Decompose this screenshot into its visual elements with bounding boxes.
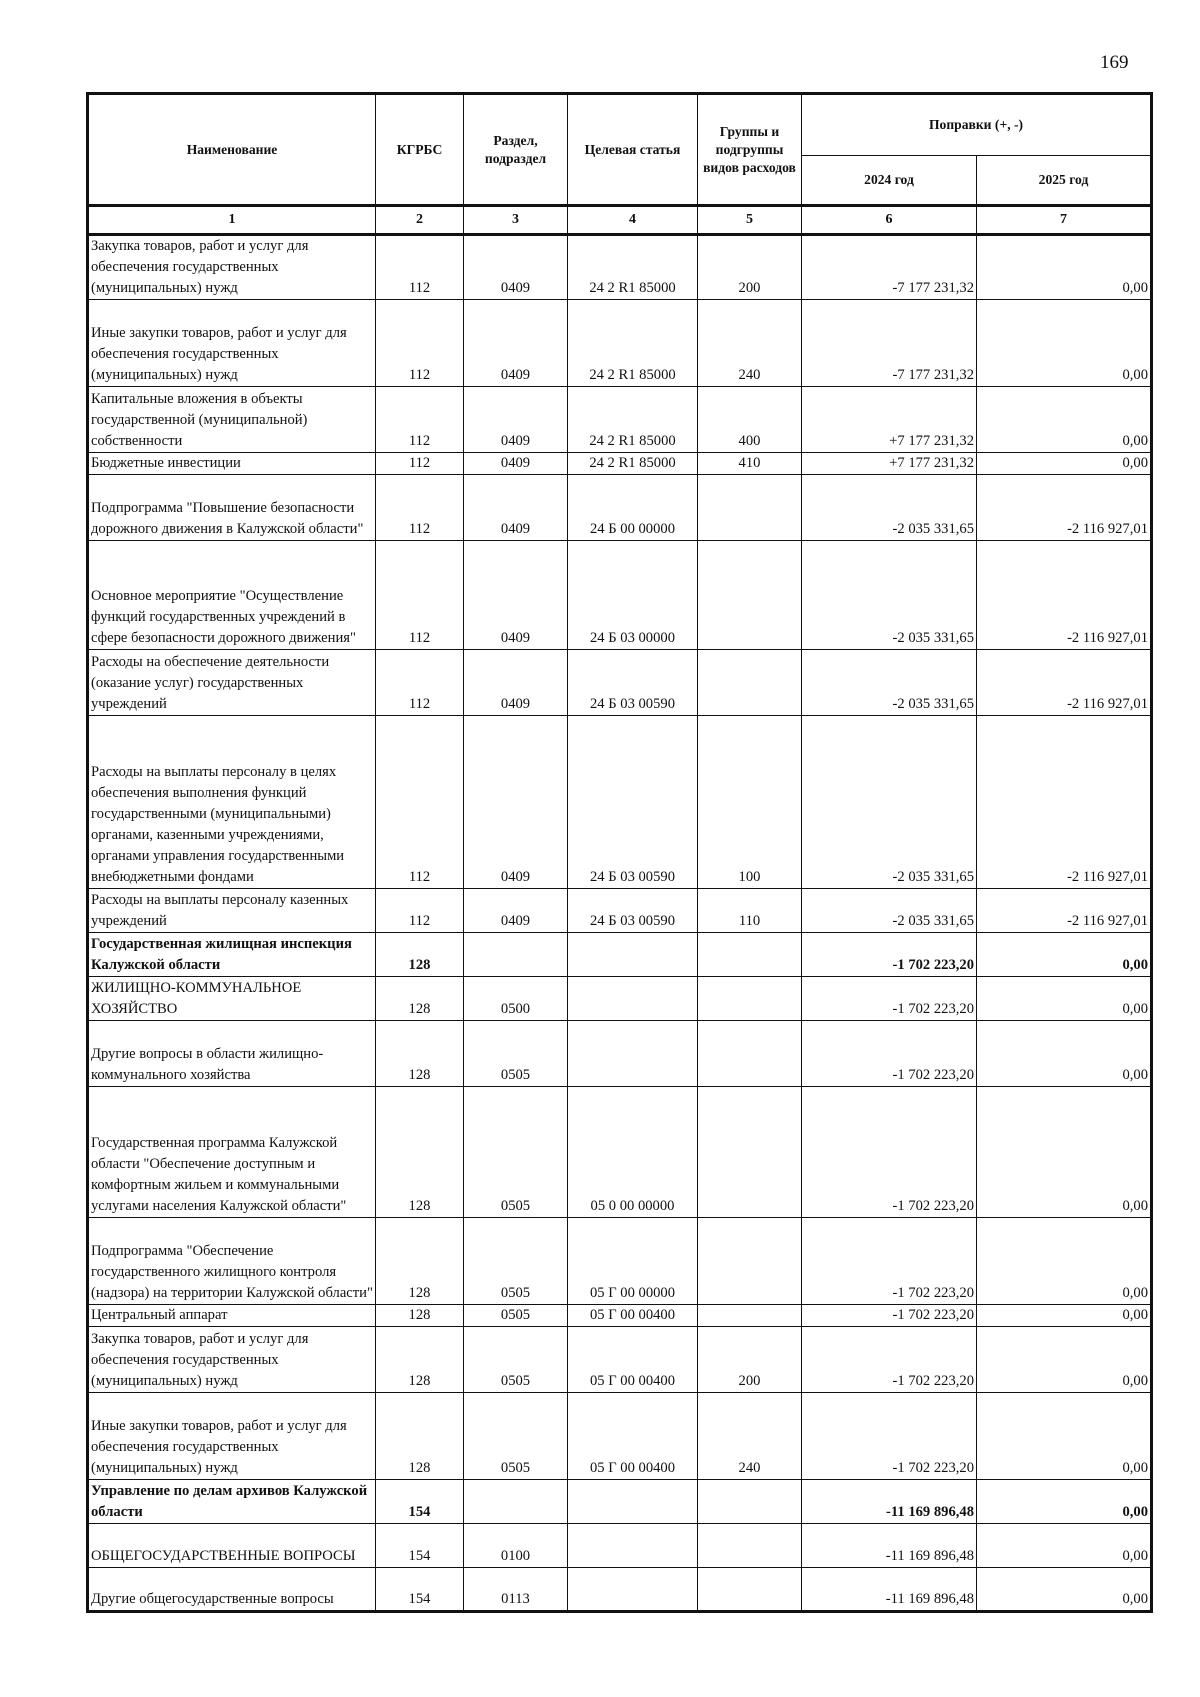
row-target: 24 Б 00 00000 (568, 475, 698, 541)
table-row (88, 235, 1152, 300)
row-section: 0409 (464, 387, 568, 453)
row-group: 100 (698, 716, 802, 889)
header-target: Целевая статья (568, 94, 698, 206)
row-section: 0505 (464, 1305, 568, 1327)
row-target (568, 977, 698, 1021)
row-section: 0409 (464, 453, 568, 475)
row-group: 410 (698, 453, 802, 475)
row-kgrbs: 154 (376, 1480, 464, 1524)
row-name: Подпрограмма "Обеспечение государственного жилищного контроля (надзора) на территории Калужской области" (88, 1218, 376, 1305)
col-number: 6 (802, 206, 977, 235)
header-year-2025: 2025 год (977, 156, 1152, 206)
header-section: Раздел, подраздел (464, 94, 568, 206)
row-name: Другие вопросы в области жилищно-коммунального хозяйства (88, 1021, 376, 1087)
row-amount-2024: -7 177 231,32 (802, 235, 977, 300)
row-kgrbs: 112 (376, 541, 464, 650)
row-section: 0505 (464, 1087, 568, 1218)
row-amount-2025: 0,00 (977, 933, 1152, 977)
row-name: ЖИЛИЩНО-КОММУНАЛЬНОЕ ХОЗЯЙСТВО (88, 977, 376, 1021)
row-target: 24 Б 03 00000 (568, 541, 698, 650)
row-kgrbs: 128 (376, 977, 464, 1021)
row-name: Иные закупки товаров, работ и услуг для обеспечения государственных (муниципальных) нужд (88, 300, 376, 387)
row-target (568, 1480, 698, 1524)
row-kgrbs: 112 (376, 889, 464, 933)
row-amount-2024: -7 177 231,32 (802, 300, 977, 387)
row-section: 0409 (464, 235, 568, 300)
row-name: Иные закупки товаров, работ и услуг для обеспечения государственных (муниципальных) нужд (88, 1393, 376, 1480)
header-year-2024: 2024 год (802, 156, 977, 206)
table-body (88, 235, 1152, 1612)
row-amount-2024: -1 702 223,20 (802, 1218, 977, 1305)
row-group (698, 1021, 802, 1087)
row-kgrbs: 112 (376, 453, 464, 475)
row-section: 0505 (464, 1393, 568, 1480)
col-number: 4 (568, 206, 698, 235)
row-target (568, 1568, 698, 1612)
row-target: 05 0 00 00000 (568, 1087, 698, 1218)
row-name: Бюджетные инвестиции (88, 453, 376, 475)
row-amount-2024: -11 169 896,48 (802, 1524, 977, 1568)
table-row (88, 453, 1152, 475)
row-group: 400 (698, 387, 802, 453)
row-name: Капитальные вложения в объекты государственной (муниципальной) собственности (88, 387, 376, 453)
row-target: 24 Б 03 00590 (568, 650, 698, 716)
row-amount-2025: 0,00 (977, 1087, 1152, 1218)
row-group (698, 475, 802, 541)
row-amount-2025: -2 116 927,01 (977, 889, 1152, 933)
row-group (698, 1568, 802, 1612)
row-kgrbs: 128 (376, 1393, 464, 1480)
table-row (88, 933, 1152, 977)
col-number: 3 (464, 206, 568, 235)
row-amount-2024: -2 035 331,65 (802, 716, 977, 889)
row-amount-2025: 0,00 (977, 1568, 1152, 1612)
row-group (698, 1087, 802, 1218)
row-amount-2025: 0,00 (977, 1021, 1152, 1087)
row-section: 0409 (464, 541, 568, 650)
row-kgrbs: 128 (376, 1218, 464, 1305)
row-amount-2024: -1 702 223,20 (802, 1305, 977, 1327)
row-amount-2025: 0,00 (977, 453, 1152, 475)
row-kgrbs: 128 (376, 1305, 464, 1327)
table-row (88, 387, 1152, 453)
row-target: 24 2 R1 85000 (568, 453, 698, 475)
row-name: Подпрограмма "Повышение безопасности дорожного движения в Калужской области" (88, 475, 376, 541)
row-amount-2024: -2 035 331,65 (802, 650, 977, 716)
row-amount-2025: 0,00 (977, 387, 1152, 453)
row-target: 05 Г 00 00400 (568, 1305, 698, 1327)
row-amount-2025: -2 116 927,01 (977, 716, 1152, 889)
row-section: 0409 (464, 716, 568, 889)
row-section: 0500 (464, 977, 568, 1021)
row-name: Управление по делам архивов Калужской области (88, 1480, 376, 1524)
row-target (568, 1021, 698, 1087)
row-section: 0100 (464, 1524, 568, 1568)
header-groups: Группы и подгруппы видов расходов (698, 94, 802, 206)
row-amount-2024: -11 169 896,48 (802, 1568, 977, 1612)
header-amendments: Поправки (+, -) (802, 94, 1152, 156)
row-amount-2024: -1 702 223,20 (802, 1393, 977, 1480)
row-amount-2024: -2 035 331,65 (802, 541, 977, 650)
row-target: 24 Б 03 00590 (568, 716, 698, 889)
row-group (698, 1305, 802, 1327)
col-number: 5 (698, 206, 802, 235)
table-row (88, 1087, 1152, 1218)
row-group (698, 933, 802, 977)
row-name: Государственная жилищная инспекция Калужской области (88, 933, 376, 977)
row-target: 24 2 R1 85000 (568, 235, 698, 300)
row-amount-2024: -1 702 223,20 (802, 1021, 977, 1087)
row-amount-2025: 0,00 (977, 1327, 1152, 1393)
row-kgrbs: 112 (376, 300, 464, 387)
row-group (698, 1480, 802, 1524)
row-kgrbs: 128 (376, 1021, 464, 1087)
row-kgrbs: 154 (376, 1568, 464, 1612)
row-group: 200 (698, 1327, 802, 1393)
row-amount-2024: +7 177 231,32 (802, 453, 977, 475)
table-row (88, 1218, 1152, 1305)
page-number: 169 (1100, 52, 1129, 73)
row-amount-2024: -1 702 223,20 (802, 933, 977, 977)
row-name: Расходы на выплаты персоналу в целях обеспечения выполнения функций государственными (муниципальными) органами, казенными учреждениями, органами управления государственными внебюджетными фондами (88, 716, 376, 889)
row-kgrbs: 112 (376, 716, 464, 889)
row-amount-2024: -2 035 331,65 (802, 475, 977, 541)
table-row (88, 650, 1152, 716)
row-name: Центральный аппарат (88, 1305, 376, 1327)
row-amount-2025: -2 116 927,01 (977, 541, 1152, 650)
row-section: 0505 (464, 1327, 568, 1393)
col-number: 1 (88, 206, 376, 235)
row-name: Расходы на выплаты персоналу казенных учреждений (88, 889, 376, 933)
row-kgrbs: 128 (376, 933, 464, 977)
row-amount-2024: -1 702 223,20 (802, 1087, 977, 1218)
row-amount-2025: 0,00 (977, 235, 1152, 300)
row-name: Государственная программа Калужской области "Обеспечение доступным и комфортным жильем и коммунальными услугами населения Калужской области" (88, 1087, 376, 1218)
row-amount-2025: 0,00 (977, 1305, 1152, 1327)
row-amount-2025: 0,00 (977, 300, 1152, 387)
row-section: 0409 (464, 475, 568, 541)
row-target: 05 Г 00 00000 (568, 1218, 698, 1305)
budget-amendments-table (86, 92, 1153, 1613)
header-kgrbs: КГРБС (376, 94, 464, 206)
row-target (568, 1524, 698, 1568)
table-row (88, 1327, 1152, 1393)
row-amount-2025: 0,00 (977, 1218, 1152, 1305)
row-section: 0409 (464, 650, 568, 716)
row-name: Основное мероприятие "Осуществление функций государственных учреждений в сфере безопасности дорожного движения" (88, 541, 376, 650)
row-amount-2024: -1 702 223,20 (802, 977, 977, 1021)
row-group: 110 (698, 889, 802, 933)
row-amount-2024: -2 035 331,65 (802, 889, 977, 933)
table-row (88, 889, 1152, 933)
row-kgrbs: 128 (376, 1327, 464, 1393)
row-group: 200 (698, 235, 802, 300)
header-name: Наименование (88, 94, 376, 206)
row-group (698, 650, 802, 716)
row-group (698, 1218, 802, 1305)
row-kgrbs: 112 (376, 475, 464, 541)
row-amount-2025: 0,00 (977, 1393, 1152, 1480)
table-row (88, 541, 1152, 650)
row-section (464, 1480, 568, 1524)
table-row (88, 1480, 1152, 1524)
table-row (88, 1393, 1152, 1480)
row-amount-2025: -2 116 927,01 (977, 475, 1152, 541)
row-name: ОБЩЕГОСУДАРСТВЕННЫЕ ВОПРОСЫ (88, 1524, 376, 1568)
row-kgrbs: 128 (376, 1087, 464, 1218)
table-row (88, 1021, 1152, 1087)
row-name: Расходы на обеспечение деятельности (оказание услуг) государственных учреждений (88, 650, 376, 716)
row-target: 24 Б 03 00590 (568, 889, 698, 933)
row-section: 0113 (464, 1568, 568, 1612)
row-amount-2025: 0,00 (977, 977, 1152, 1021)
row-kgrbs: 112 (376, 387, 464, 453)
row-amount-2025: 0,00 (977, 1480, 1152, 1524)
row-section: 0409 (464, 300, 568, 387)
row-group (698, 977, 802, 1021)
row-amount-2024: -11 169 896,48 (802, 1480, 977, 1524)
row-name: Другие общегосударственные вопросы (88, 1568, 376, 1612)
row-target: 24 2 R1 85000 (568, 387, 698, 453)
table-row (88, 300, 1152, 387)
table-row (88, 1524, 1152, 1568)
col-number: 2 (376, 206, 464, 235)
row-section (464, 933, 568, 977)
row-group: 240 (698, 300, 802, 387)
table-row (88, 475, 1152, 541)
row-group (698, 541, 802, 650)
col-number: 7 (977, 206, 1152, 235)
row-target: 05 Г 00 00400 (568, 1327, 698, 1393)
row-kgrbs: 112 (376, 650, 464, 716)
row-kgrbs: 154 (376, 1524, 464, 1568)
row-target: 24 2 R1 85000 (568, 300, 698, 387)
row-section: 0505 (464, 1021, 568, 1087)
table-row (88, 716, 1152, 889)
table-row (88, 1305, 1152, 1327)
table-row (88, 1568, 1152, 1612)
table-row (88, 977, 1152, 1021)
row-group: 240 (698, 1393, 802, 1480)
row-name: Закупка товаров, работ и услуг для обеспечения государственных (муниципальных) нужд (88, 1327, 376, 1393)
row-target (568, 933, 698, 977)
row-target: 05 Г 00 00400 (568, 1393, 698, 1480)
row-section: 0505 (464, 1218, 568, 1305)
row-group (698, 1524, 802, 1568)
row-amount-2024: +7 177 231,32 (802, 387, 977, 453)
row-amount-2025: -2 116 927,01 (977, 650, 1152, 716)
row-name: Закупка товаров, работ и услуг для обеспечения государственных (муниципальных) нужд (88, 235, 376, 300)
row-kgrbs: 112 (376, 235, 464, 300)
row-section: 0409 (464, 889, 568, 933)
row-amount-2024: -1 702 223,20 (802, 1327, 977, 1393)
row-amount-2025: 0,00 (977, 1524, 1152, 1568)
